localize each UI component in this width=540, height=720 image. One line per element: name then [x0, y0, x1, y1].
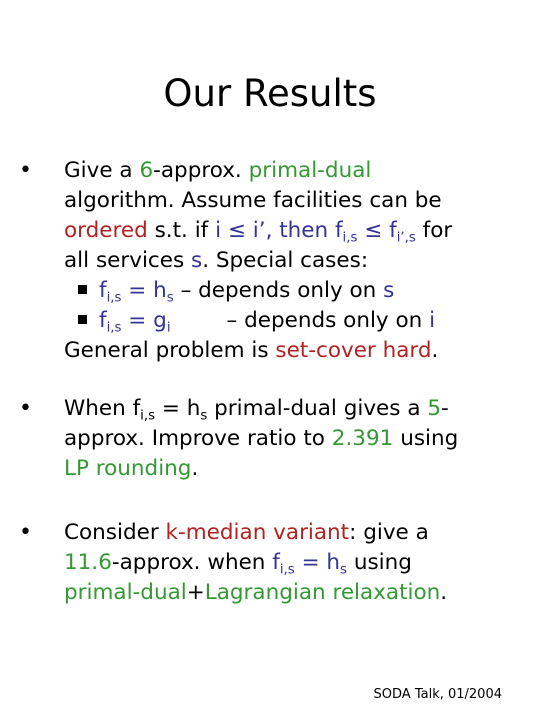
- text-line: When $f_{i,s} = h_s$ primal-dual gives a 5-: [64, 396, 449, 424]
- slide-body: [19, 156, 524, 608]
- bullet-item-3: [19, 518, 524, 608]
- text-line: Give a 6-approx. primal-dual: [64, 158, 372, 183]
- sub-bullet-item: $f_{i,s} = g_i$ – depends only on i: [64, 306, 524, 336]
- sub-bullet-item: $f_{i,s} = h_s$ – depends only on s: [64, 276, 524, 306]
- text-line: approx. Improve ratio to 2.391 using: [64, 426, 459, 451]
- text-line: 11.6-approx. when $f_{i,s} = h_s$ using: [64, 550, 412, 578]
- bullet-icon: •: [19, 396, 32, 421]
- text-line: Consider k-median variant: give a: [64, 520, 429, 545]
- footer-text: SODA Talk, 01/2004: [373, 687, 502, 702]
- bullet-icon: •: [19, 158, 32, 183]
- square-bullet-icon: [78, 315, 87, 324]
- text-line: General problem is set-cover hard.: [64, 338, 439, 363]
- text-line: ordered s.t. if i ≤ i’, then $f_{i,s} \le f_{i’,s}$ for: [64, 218, 453, 246]
- text-line: primal-dual+Lagrangian relaxation.: [64, 580, 448, 605]
- slide-title: Our Results: [163, 72, 377, 115]
- bullet-item-1: [19, 156, 524, 366]
- text-line: LP rounding.: [64, 456, 199, 481]
- text-line: all services s. Special cases:: [64, 248, 369, 273]
- square-bullet-icon: [78, 285, 87, 294]
- text-line: algorithm. Assume facilities can be: [64, 188, 442, 213]
- bullet-item-2: [19, 394, 524, 484]
- bullet-icon: •: [19, 520, 32, 545]
